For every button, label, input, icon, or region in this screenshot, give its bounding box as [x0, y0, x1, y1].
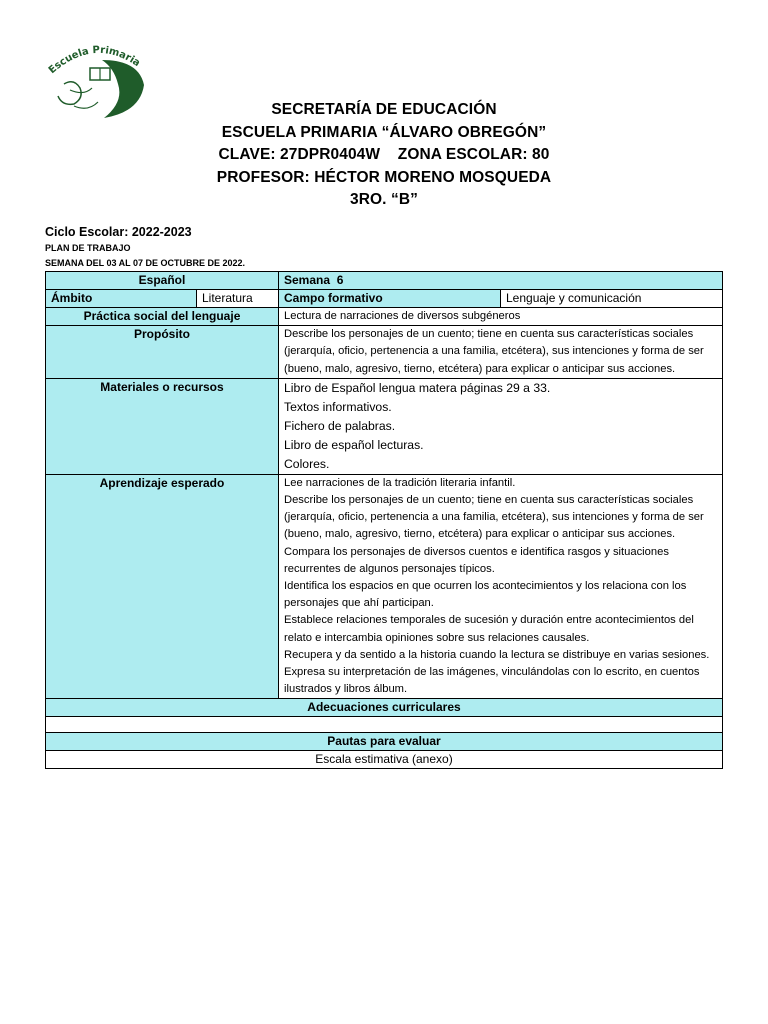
semana-cell: Semana 6 — [279, 272, 723, 290]
aprendizaje-item: Establece relaciones temporales de sucesión y duración entre acontecimientos del relato e intercambia opiniones sobre sus relaciones causales. — [284, 614, 694, 644]
aprendizaje-item: Compara los personajes de diversos cuentos e identifica rasgos y situaciones recurrentes de algunos personajes típicos. — [284, 545, 669, 575]
header-line-clave: CLAVE: 27DPR0404W ZONA ESCOLAR: 80 — [218, 146, 550, 163]
header-line-secretaria: SECRETARÍA DE EDUCACIÓN — [271, 101, 497, 118]
materiales-item: Libro de Español lengua matera páginas 29 a 33. — [284, 380, 551, 395]
header-line-profesor: PROFESOR: HÉCTOR MORENO MOSQUEDA — [216, 168, 552, 186]
pautas-value: Escala estimativa (anexo) — [46, 751, 723, 769]
campo-formativo-label: Campo formativo — [279, 290, 501, 308]
logo-text: Escuela Primaria — [46, 44, 142, 77]
adecuaciones-label: Adecuaciones curriculares — [46, 699, 723, 717]
materiales-item: Textos informativos. — [284, 399, 392, 414]
ambito-label: Ámbito — [46, 290, 197, 308]
aprendizaje-item: Expresa su interpretación de las imágenes, vinculándolas con lo escrito, en cuentos ilustrados y libros álbum. — [284, 666, 700, 696]
aprendizaje-item: Recupera y da sentido a la historia cuando la lectura se distribuye en varias sesiones. — [284, 648, 710, 661]
plan-de-trabajo: PLAN DE TRABAJO — [45, 243, 131, 253]
proposito-label: Propósito — [46, 326, 279, 379]
pautas-label: Pautas para evaluar — [46, 733, 723, 751]
asignatura-cell: Español — [46, 272, 279, 290]
aprendizaje-item: Identifica los espacios en que ocurren los acontecimientos y los relaciona con los personajes que ahí participan. — [284, 580, 687, 610]
document-header — [0, 99, 768, 212]
campo-formativo-value: Lenguaje y comunicación — [501, 290, 723, 308]
aprendizaje-label: Aprendizaje esperado — [46, 474, 279, 699]
materiales-item: Fichero de palabras. — [284, 418, 396, 433]
practica-social-value: Lectura de narraciones de diversos subgéneros — [279, 308, 723, 326]
materiales-label: Materiales o recursos — [46, 378, 279, 474]
materiales-list — [279, 378, 723, 474]
adecuaciones-value — [46, 717, 723, 733]
aprendizaje-item: Lee narraciones de la tradición literaria infantil. — [284, 476, 516, 489]
ambito-value: Literatura — [197, 290, 279, 308]
ciclo-escolar: Ciclo Escolar: 2022-2023 — [45, 225, 192, 239]
header-line-grupo: 3RO. “B” — [350, 191, 418, 208]
aprendizaje-item: Describe los personajes de un cuento; tiene en cuenta sus características sociales (jerarquía, oficio, pertenencia a una familia, etcétera), sus intenciones y forma de ser (bueno, malo, agresivo, tierno, etcétera) para explicar o anticipar sus acciones. — [284, 494, 704, 541]
aprendizaje-list — [279, 474, 723, 699]
proposito-value: Describe los personajes de un cuento; tiene en cuenta sus características sociales (jerarquía, oficio, pertenencia a una familia, etcétera), sus intenciones y forma de ser (bueno, malo, agresivo, tierno, etcétera) para explicar o anticipar sus acciones. — [279, 326, 723, 379]
header-line-escuela: ESCUELA PRIMARIA “ÁLVARO OBREGÓN” — [221, 123, 547, 141]
semana-rango: SEMANA DEL 03 AL 07 DE OCTUBRE DE 2022. — [45, 258, 246, 268]
plan-table — [45, 271, 723, 769]
practica-social-label: Práctica social del lenguaje — [46, 308, 279, 326]
materiales-item: Colores. — [284, 456, 330, 471]
materiales-item: Libro de español lecturas. — [284, 437, 424, 452]
